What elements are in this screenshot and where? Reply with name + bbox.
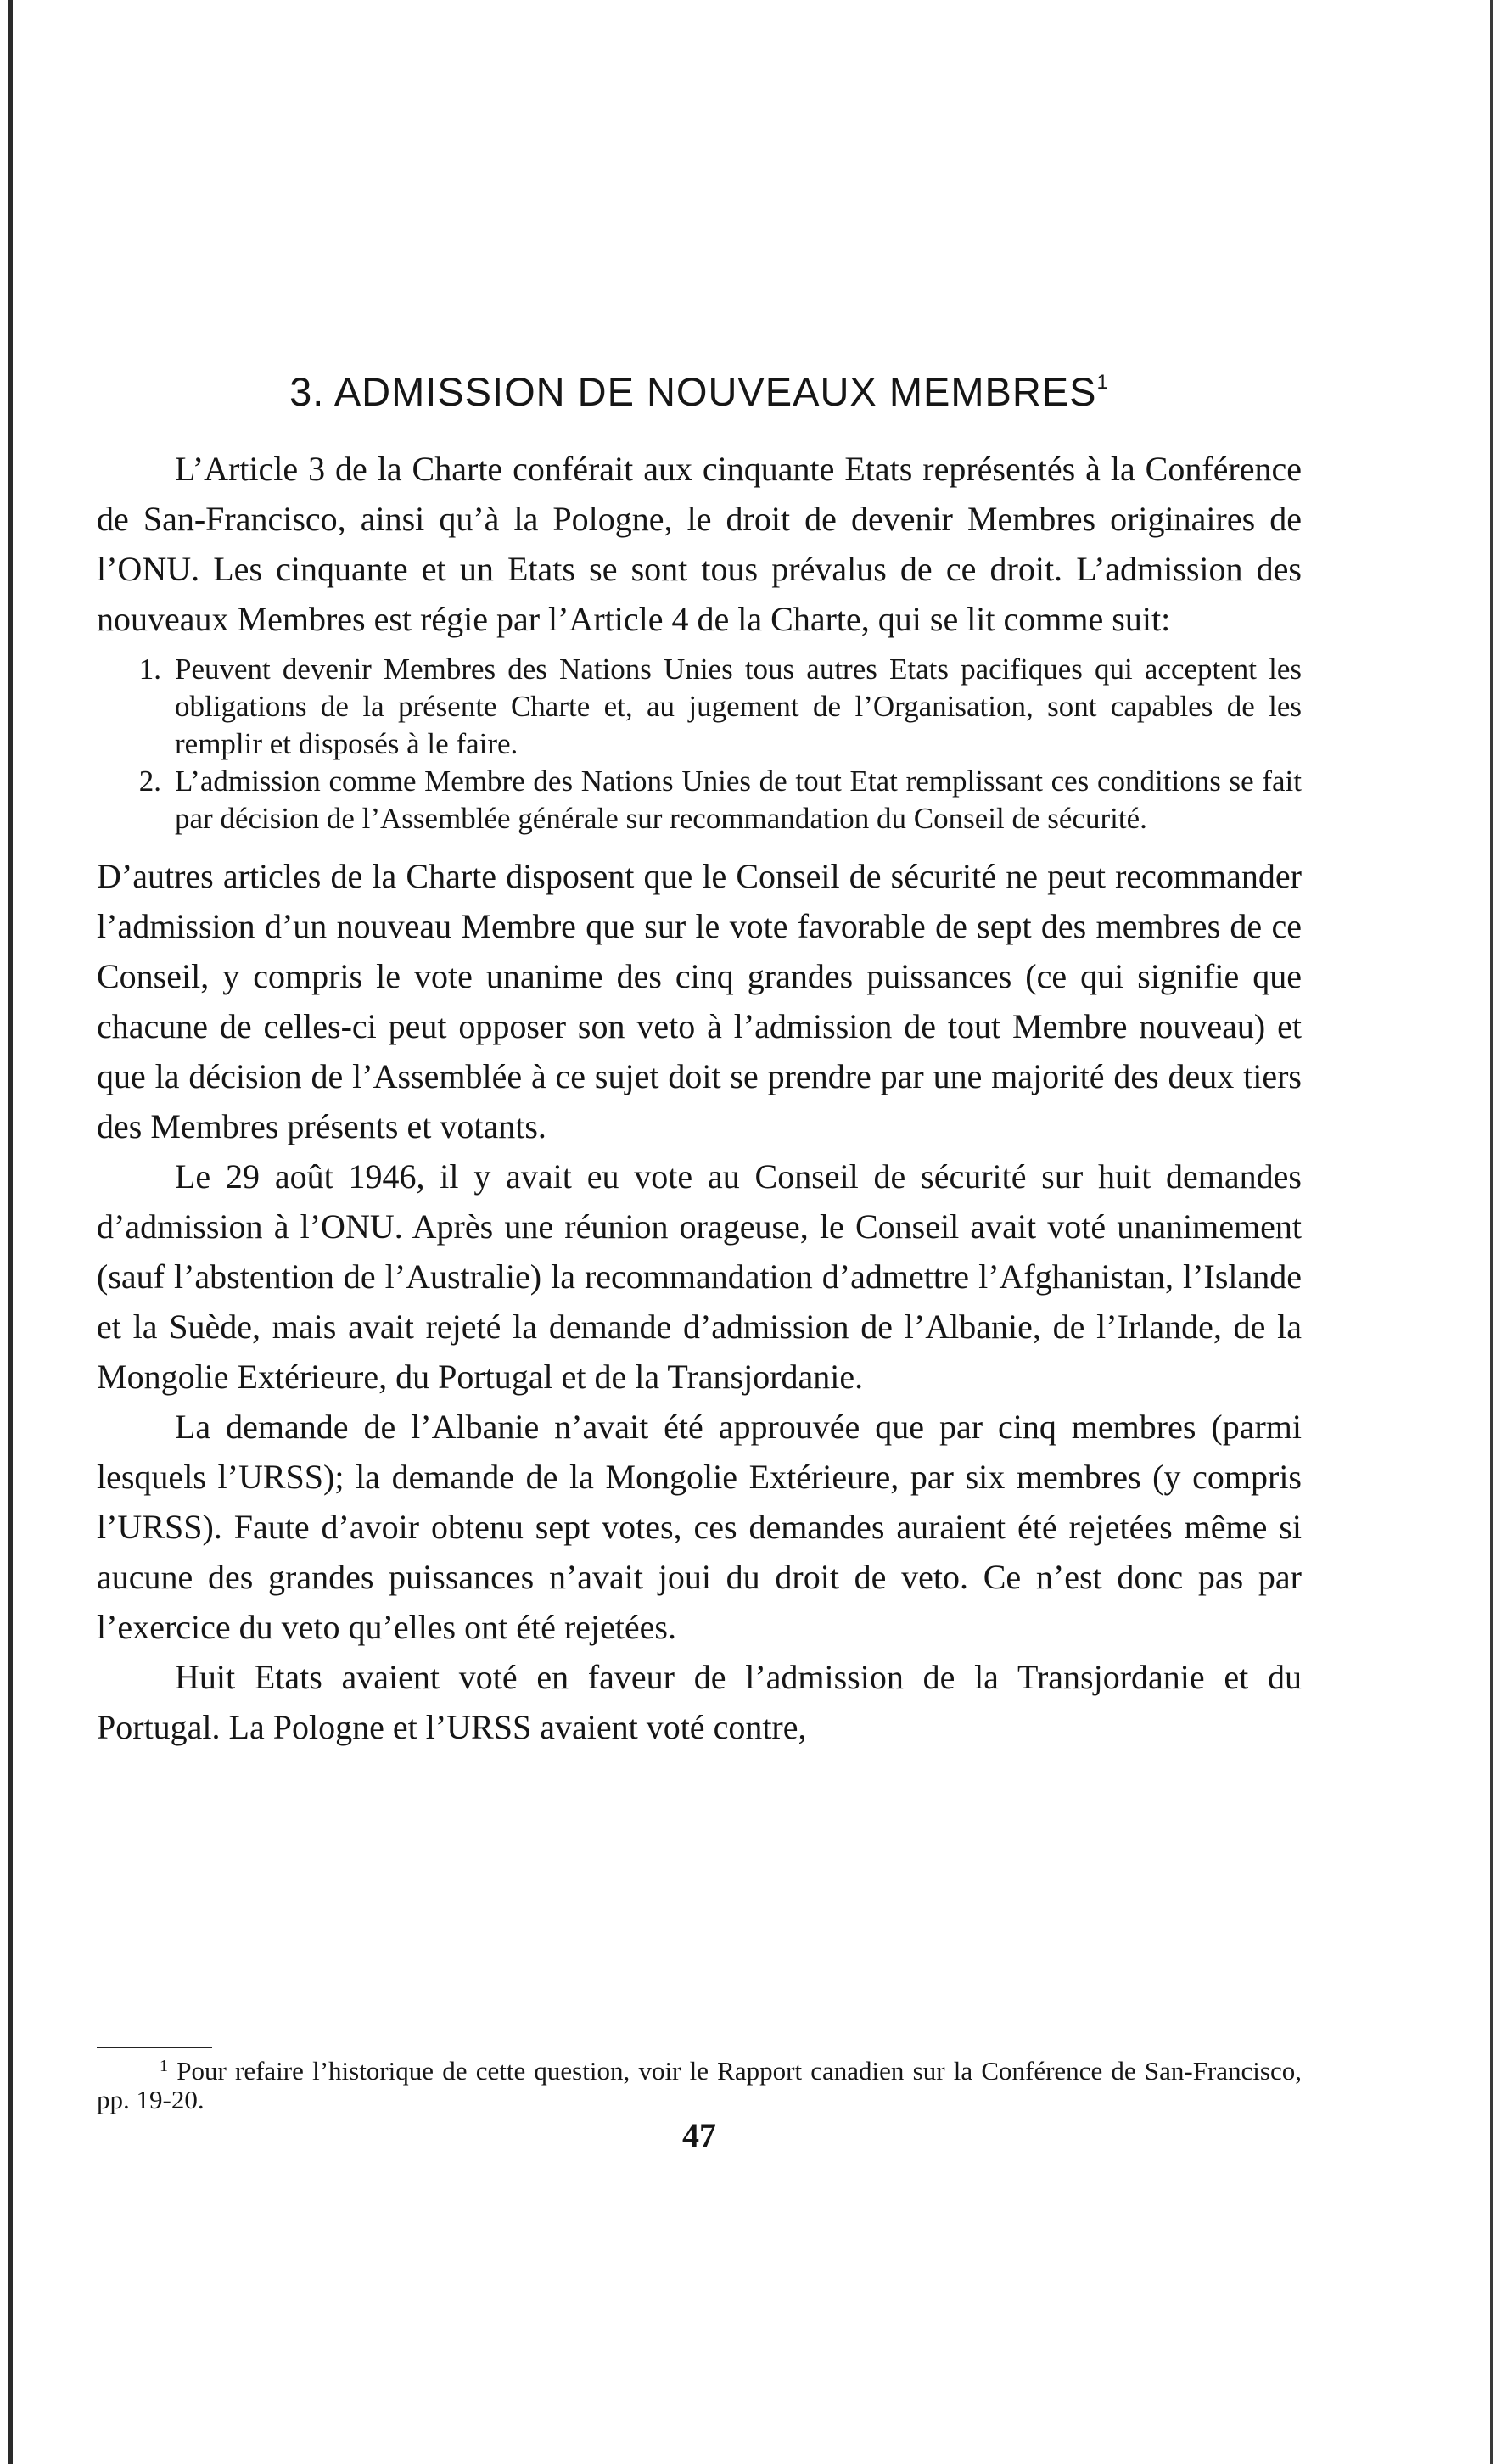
body-text — [97, 444, 1302, 1752]
footnote-separator — [97, 2047, 212, 2048]
footnote-paragraph — [97, 2057, 1302, 2114]
quote-item — [97, 763, 1302, 837]
page-number: 47 — [682, 2116, 716, 2154]
section-heading — [97, 368, 1302, 416]
article-4-quote — [97, 651, 1302, 837]
quote-item-text: Peuvent devenir Membres des Nations Unies tous autres Etats pacifiques qui acceptent les obligations de la présente Charte et, au jugement de l’Organisation, sont capables de les remplir et disposés à le faire. — [175, 652, 1302, 760]
section-title: 3. ADMISSION DE NOUVEAUX MEMBRES — [289, 369, 1097, 414]
footnote — [97, 2057, 1302, 2114]
paragraph-transjordan-portugal: Huit Etats avaient voté en faveur de l’admission de la Transjordanie et du Portugal. La Pologne et l’URSS avaient voté contre, — [97, 1658, 1302, 1746]
quote-item-text: L’admission comme Membre des Nations Unies de tout Etat remplissant ces conditions se fait par décision de l’Assemblée générale sur recommandation du Conseil de sécurité. — [175, 764, 1302, 835]
footnote-marker: 1 — [160, 2057, 168, 2075]
quote-item-number: 1. — [138, 652, 161, 686]
paragraph-intro: L’Article 3 de la Charte conférait aux cinquante Etats représentés à la Conférence de San-Francisco, ainsi qu’à la Pologne, le droit de devenir Membres originaires de l’ONU. Les cinquante et un Etats se sont tous prévalus de ce droit. L’admission des nouveaux Membres est régie par l’Article 4 de la Charte, qui se lit comme suit: — [97, 450, 1302, 638]
footnote-text: Pour refaire l’historique de cette question, voir le Rapport canadien sur la Conférence de San-Francisco, pp. 19-20. — [97, 2056, 1302, 2114]
section-footnote-marker: 1 — [1096, 371, 1109, 394]
paragraph-voting-rules: D’autres articles de la Charte disposent que le Conseil de sécurité ne peut recommander l’admission d’un nouveau Membre que sur le vote favorable de sept des membres de ce Conseil, y compris le vote unanime des cinq grandes puissances (ce qui signifie que chacune de celles-ci peut opposer son veto à l’admission de tout Membre nouveau) et que la décision de l’Assemblée à ce sujet doit se prendre par une majorité des deux tiers des Membres présents et votants. — [97, 857, 1302, 1145]
paragraph-august-vote: Le 29 août 1946, il y avait eu vote au Conseil de sécurité sur huit demandes d’admission à l’ONU. Après une réunion orageuse, le Conseil avait voté unanimement (sauf l’abstention de l’Australie) la recommandation d’admettre l’Afghanistan, l’Islande et la Suède, mais avait rejeté la demande d’admission de l’Albanie, de l’Irlande, de la Mongolie Extérieure, du Portugal et de la Transjordanie. — [97, 1157, 1302, 1396]
quote-item-number: 2. — [138, 764, 161, 798]
quote-item — [97, 651, 1302, 763]
page-binding-edge-right — [1490, 0, 1493, 2464]
page-binding-edge-left — [8, 0, 13, 2464]
paragraph-albania-mongolia: La demande de l’Albanie n’avait été approuvée que par cinq membres (parmi lesquels l’URSS); la demande de la Mongolie Extérieure, par six membres (y compris l’URSS). Faute d’avoir obtenu sept votes, ces demandes auraient été rejetées même si aucune des grandes puissances n’avait joui du droit de veto. Ce n’est donc pas par l’exercice du veto qu’elles ont été rejetées. — [97, 1408, 1302, 1646]
